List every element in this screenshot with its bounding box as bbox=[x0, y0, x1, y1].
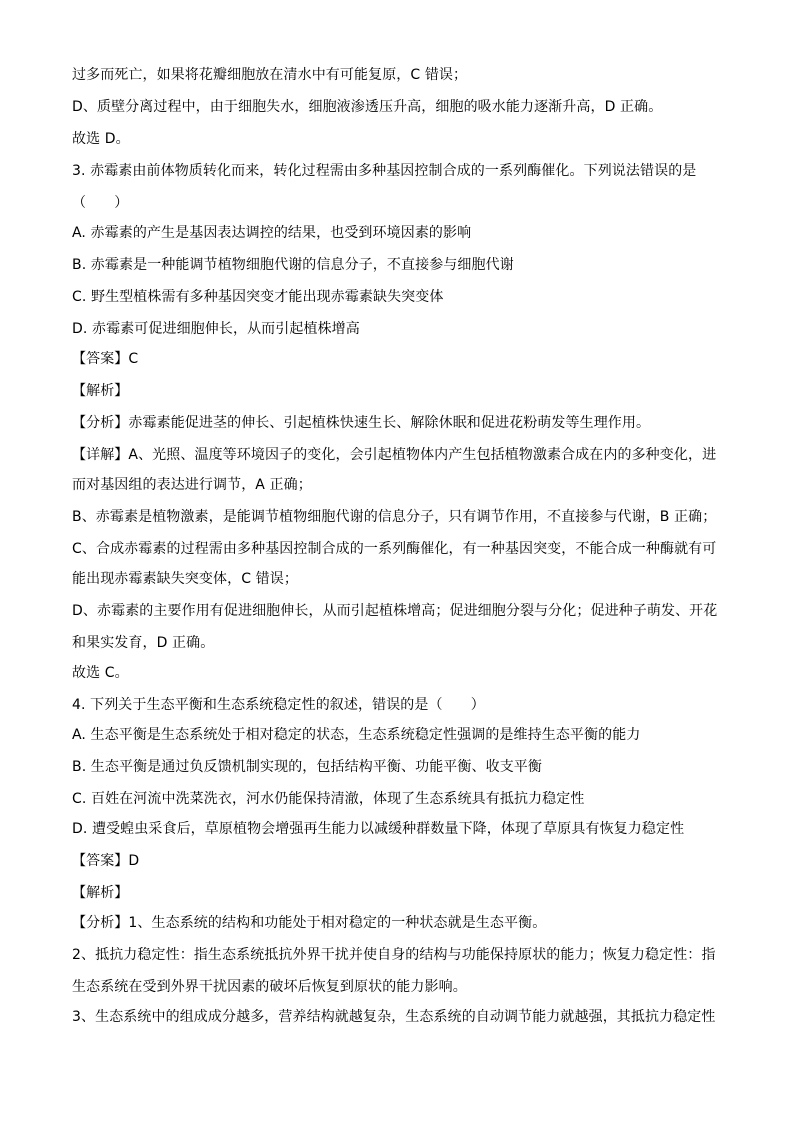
analysis-heading: 【解析】 bbox=[72, 383, 129, 399]
question-3-bracket: （ ） bbox=[72, 195, 129, 211]
text-line: 【分析】1、生态系统的结构和功能处于相对稳定的一种状态就是生态平衡。 bbox=[72, 915, 547, 931]
option-c: C. 野生型植株需有多种基因突变才能出现赤霉素缺失突变体 bbox=[72, 289, 444, 305]
text-line: D、赤霉素的主要作用有促进细胞伸长，从而引起植株增高；促进细胞分裂与分化；促进种子萌发、开花 bbox=[72, 603, 718, 619]
text-line: 和果实发育，D 正确。 bbox=[72, 635, 215, 651]
text-line: 【详解】A、光照、温度等环境因子的变化，会引起植物体内产生包括植物激素合成在内的多种变化，进 bbox=[72, 447, 717, 463]
answer-label: 【答案】D bbox=[72, 853, 140, 869]
text-line: 故选 C。 bbox=[72, 665, 129, 681]
option-d: D. 赤霉素可促进细胞伸长，从而引起植株增高 bbox=[72, 321, 360, 337]
question-4-stem: 4. 下列关于生态平衡和生态系统稳定性的叙述，错误的是（ ） bbox=[72, 697, 485, 713]
option-b: B. 赤霉素是一种能调节植物细胞代谢的信息分子，不直接参与细胞代谢 bbox=[72, 257, 514, 273]
text-line: B、赤霉素是植物激素，是能调节植物细胞代谢的信息分子，只有调节作用，不直接参与代谢，B 正确； bbox=[72, 509, 717, 525]
option-c: C. 百姓在河流中洗菜洗衣，河水仍能保持清澈，体现了生态系统具有抵抗力稳定性 bbox=[72, 791, 585, 807]
analysis-heading: 【解析】 bbox=[72, 885, 129, 901]
text-line: 能出现赤霉素缺失突变体，C 错误； bbox=[72, 571, 298, 587]
question-3-stem: 3. 赤霉素由前体物质转化而来，转化过程需由多种基因控制合成的一系列酶催化。下列说法错误的是 bbox=[72, 163, 697, 179]
option-a: A. 生态平衡是生态系统处于相对稳定的状态，生态系统稳定性强调的是维持生态平衡的能力 bbox=[72, 727, 641, 743]
text-line: 【分析】赤霉素能促进茎的伸长、引起植株快速生长、解除休眠和促进花粉萌发等生理作用。 bbox=[72, 415, 651, 431]
text-line: 3、生态系统中的组成成分越多，营养结构就越复杂，生态系统的自动调节能力就越强，其抵抗力稳定性 bbox=[72, 1009, 716, 1025]
text-line: 过多而死亡，如果将花瓣细胞放在清水中有可能复原，C 错误； bbox=[72, 67, 468, 83]
text-line: 生态系统在受到外界干扰因素的破坏后恢复到原状的能力影响。 bbox=[72, 979, 467, 995]
option-d: D. 遭受蝗虫采食后，草原植物会增强再生能力以减缓种群数量下降，体现了草原具有恢复力稳定性 bbox=[72, 821, 685, 837]
option-a: A. 赤霉素的产生是基因表达调控的结果，也受到环境因素的影响 bbox=[72, 225, 472, 241]
text-line: C、合成赤霉素的过程需由多种基因控制合成的一系列酶催化，有一种基因突变，不能合成一种酶就有可 bbox=[72, 541, 717, 557]
answer-label: 【答案】C bbox=[72, 351, 139, 367]
option-b: B. 生态平衡是通过负反馈机制实现的，包括结构平衡、功能平衡、收支平衡 bbox=[72, 759, 543, 775]
text-line: 2、抵抗力稳定性：指生态系统抵抗外界干扰并使自身的结构与功能保持原状的能力；恢复力稳定性：指 bbox=[72, 947, 716, 963]
text-line: 而对基因组的表达进行调节，A 正确； bbox=[72, 477, 312, 493]
text-line: 故选 D。 bbox=[72, 131, 130, 147]
text-line: D、质壁分离过程中，由于细胞失水，细胞液渗透压升高，细胞的吸水能力逐渐升高，D 正确。 bbox=[72, 99, 663, 115]
